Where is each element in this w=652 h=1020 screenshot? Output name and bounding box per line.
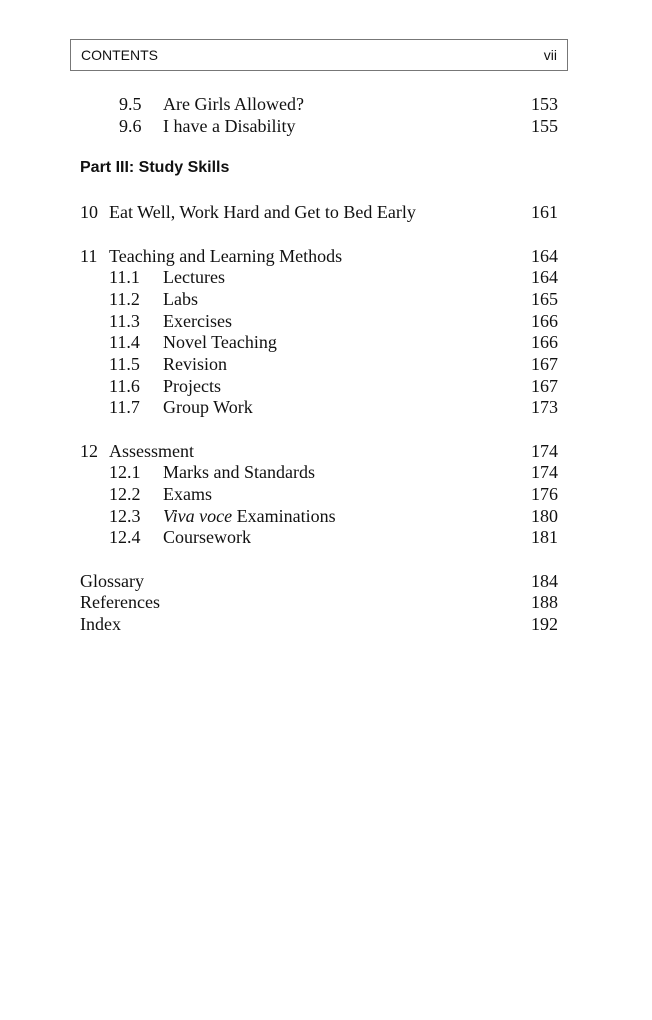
toc-entry: 9.6 I have a Disability 155 [119,116,558,136]
toc-chapter: 12 Assessment 174 [80,441,558,461]
toc-entry: 11.1 Lectures 164 [109,267,558,287]
toc-entry: 11.2 Labs 165 [109,289,558,309]
toc-entry: 11.3 Exercises 166 [109,311,558,331]
part-heading: Part III: Study Skills [80,159,230,176]
header-page-number: vii [543,47,557,63]
toc-chapter: 11 Teaching and Learning Methods 164 [80,246,558,266]
toc-entry: 11.7 Group Work 173 [109,397,558,417]
toc-back-matter: Glossary 184 [80,571,558,591]
running-header [70,39,568,71]
toc-entry: 12.2 Exams 176 [109,484,558,504]
toc-chapter: 10 Eat Well, Work Hard and Get to Bed Early 161 [80,202,558,222]
toc-entry: 11.5 Revision 167 [109,354,558,374]
toc-entry: 9.5 Are Girls Allowed? 153 [119,94,558,114]
toc-entry: 12.3 Viva voce Examinations 180 [109,506,558,526]
toc-back-matter: References 188 [80,592,558,612]
toc-entry: 11.6 Projects 167 [109,376,558,396]
toc-back-matter: Index 192 [80,614,558,634]
header-title: CONTENTS [81,47,158,63]
toc-entry: 12.4 Coursework 181 [109,527,558,547]
toc-entry: 12.1 Marks and Standards 174 [109,462,558,482]
toc-entry: 11.4 Novel Teaching 166 [109,332,558,352]
